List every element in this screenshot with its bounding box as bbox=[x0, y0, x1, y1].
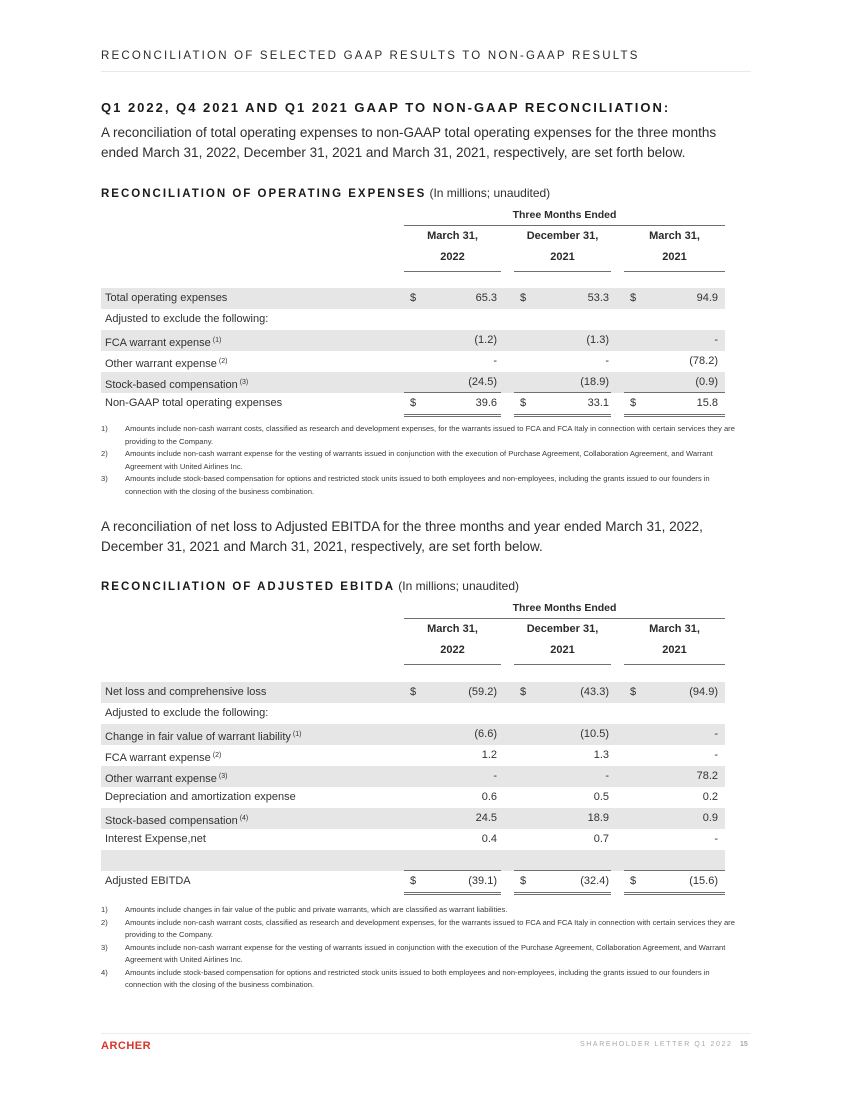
ebitda-col-head-2-line2: 2021 bbox=[550, 644, 575, 656]
ebitda-row-value: (10.5) bbox=[580, 728, 609, 740]
ebitda-col-underline-2 bbox=[514, 664, 611, 665]
opex-row-value: (0.9) bbox=[695, 376, 718, 388]
opex-row-label bbox=[105, 309, 268, 330]
opex-total-rule bbox=[514, 392, 611, 393]
ebitda-row bbox=[101, 703, 725, 724]
ebitda-row bbox=[101, 682, 725, 703]
ebitda-row-label bbox=[105, 787, 296, 808]
ebitda-row-value: 18.9 bbox=[587, 812, 609, 824]
ebitda-row-label-text: Net loss and comprehensive loss bbox=[105, 686, 267, 698]
opex-col-underline-2 bbox=[514, 271, 611, 272]
opex-row-label bbox=[105, 393, 282, 414]
opex-footnote-number: 2) bbox=[101, 449, 108, 458]
ebitda-total-rule bbox=[624, 870, 725, 871]
opex-double-underline bbox=[514, 414, 611, 417]
opex-row-label bbox=[105, 288, 227, 309]
ebitda-row-value: - bbox=[714, 833, 718, 845]
ebitda-row-value: 0.9 bbox=[702, 812, 718, 824]
ebitda-footnote-ref: (1) bbox=[292, 731, 302, 738]
ebitda-row bbox=[101, 724, 725, 745]
opex-double-underline bbox=[624, 414, 725, 417]
ebitda-row bbox=[101, 829, 725, 850]
ebitda-currency-symbol: $ bbox=[630, 875, 637, 887]
opex-col-head-2-line2: 2021 bbox=[550, 251, 575, 263]
opex-row-value: (24.5) bbox=[468, 376, 497, 388]
ebitda-intro-paragraph: A reconciliation of net loss to Adjusted EBITDA for the three months and year ended March 31, 2022, December 31, 2021 and March 31, 2021, respectively, are set forth below. bbox=[101, 519, 703, 554]
section-title: Q1 2022, Q4 2021 AND Q1 2021 GAAP TO NON-GAAP RECONCILIATION: bbox=[101, 100, 671, 115]
opex-currency-symbol: $ bbox=[630, 292, 637, 304]
ebitda-row-label bbox=[105, 682, 266, 703]
archer-logo: ARCHER bbox=[101, 1040, 152, 1052]
opex-row-value: (78.2) bbox=[689, 355, 718, 367]
ebitda-col-head-2-line1: December 31, bbox=[526, 623, 599, 635]
ebitda-row-label-text: Interest Expense,net bbox=[105, 833, 206, 845]
opex-row bbox=[101, 309, 725, 330]
opex-footnote-number: 1) bbox=[101, 424, 108, 433]
opex-row-value: 53.3 bbox=[587, 292, 609, 304]
ebitda-row-label bbox=[105, 871, 191, 892]
ebitda-row bbox=[101, 745, 725, 766]
ebitda-footnote-number: 4) bbox=[101, 967, 108, 977]
ebitda-table-title-text: RECONCILIATION OF ADJUSTED EBITDA bbox=[101, 581, 396, 593]
opex-row-label-text: Total operating expenses bbox=[105, 292, 228, 304]
ebitda-footnotes bbox=[101, 904, 746, 992]
opex-currency-symbol: $ bbox=[520, 397, 527, 409]
opex-row-value: 15.8 bbox=[696, 397, 718, 409]
ebitda-footnote-text: Amounts include non-cash warrant costs, classified as research and development expenses, for the warrants issued to FCA and FCA Italy in connection with certain services they are providing to the Company. bbox=[125, 917, 735, 939]
opex-row-value: 39.6 bbox=[475, 397, 497, 409]
page-header: RECONCILIATION OF SELECTED GAAP RESULTS TO NON-GAAP RESULTS bbox=[101, 50, 640, 62]
opex-total-rule bbox=[624, 392, 725, 393]
opex-col-head-2-line1: December 31, bbox=[526, 230, 599, 242]
opex-row-value: (18.9) bbox=[580, 376, 609, 388]
ebitda-col-underline-3 bbox=[624, 664, 725, 665]
ebitda-footnote-text: Amounts include changes in fair value of the public and private warrants, which are classified as warrant liabilities. bbox=[125, 905, 508, 914]
ebitda-footnote bbox=[101, 917, 746, 942]
ebitda-footnote-text: Amounts include stock-based compensation for options and restricted stock units issued to both employees and non-employees, including the grants issued to our founders in connection with the closing of the business combination. bbox=[125, 967, 710, 989]
opex-currency-symbol: $ bbox=[630, 397, 637, 409]
opex-col-head-1-line1: March 31, bbox=[427, 230, 478, 242]
opex-footnote-text: Amounts include stock-based compensation for options and restricted stock units issued to both employees and non-employees, including the grants issued to our founders in connection with the closing of the business combination. bbox=[125, 474, 710, 496]
ebitda-row-label-text: Stock-based compensation bbox=[105, 815, 238, 827]
ebitda-row-label bbox=[105, 703, 268, 724]
opex-footnote bbox=[101, 473, 746, 498]
ebitda-row-label bbox=[105, 829, 206, 850]
opex-currency-symbol: $ bbox=[520, 292, 527, 304]
ebitda-row-value: 0.5 bbox=[593, 791, 609, 803]
opex-currency-symbol: $ bbox=[410, 397, 417, 409]
opex-total-rule bbox=[404, 392, 501, 393]
ebitda-row-value: - bbox=[714, 728, 718, 740]
opex-table-subtitle: (In millions; unaudited) bbox=[429, 186, 551, 200]
ebitda-currency-symbol: $ bbox=[410, 875, 417, 887]
opex-row-value: - bbox=[493, 355, 497, 367]
page-number: 15 bbox=[740, 1041, 748, 1048]
opex-row bbox=[101, 372, 725, 393]
ebitda-row-label-text: Adjusted to exclude the following: bbox=[105, 707, 269, 719]
opex-col-underline-3 bbox=[624, 271, 725, 272]
ebitda-table-title bbox=[101, 579, 519, 593]
ebitda-col-underline-1 bbox=[404, 664, 501, 665]
ebitda-footnote-number: 2) bbox=[101, 917, 108, 927]
ebitda-row bbox=[101, 766, 725, 787]
ebitda-footnote-ref: (2) bbox=[212, 752, 222, 759]
opex-col-head-1-line2: 2022 bbox=[440, 251, 465, 263]
ebitda-row-value: (94.9) bbox=[689, 686, 718, 698]
ebitda-row-label-text: Other warrant expense bbox=[105, 773, 217, 785]
ebitda-row bbox=[101, 787, 725, 808]
ebitda-row bbox=[101, 850, 725, 871]
opex-row-value: - bbox=[714, 334, 718, 346]
opex-group-header: Three Months Ended bbox=[512, 209, 617, 221]
opex-footnote-text: Amounts include non-cash warrant costs, classified as research and development expenses, for the warrants issued to FCA and FCA Italy in connection with certain services they are providing to the Company. bbox=[125, 424, 735, 446]
ebitda-row bbox=[101, 808, 725, 829]
footer-text: SHAREHOLDER LETTER Q1 2022 bbox=[580, 1041, 733, 1048]
opex-table-title-text: RECONCILIATION OF OPERATING EXPENSES bbox=[101, 188, 427, 200]
opex-row-label-text: Adjusted to exclude the following: bbox=[105, 313, 269, 325]
ebitda-row-label-text: Depreciation and amortization expense bbox=[105, 791, 296, 803]
ebitda-row-value: 0.7 bbox=[593, 833, 609, 845]
opex-double-underline bbox=[404, 414, 501, 417]
ebitda-footnote-text: Amounts include non-cash warrant expense for the vesting of warrants issued in conjunction with the execution of the Purchase Agreement, Collaboration Agreement, and Warrant Agreement with United Airlines Inc. bbox=[125, 942, 726, 964]
opex-row-label-text: Non-GAAP total operating expenses bbox=[105, 397, 283, 409]
opex-footnotes bbox=[101, 423, 746, 498]
ebitda-footnote-number: 1) bbox=[101, 905, 108, 914]
ebitda-footnote-ref: (3) bbox=[218, 773, 228, 780]
ebitda-row-value: 0.2 bbox=[702, 791, 718, 803]
ebitda-currency-symbol: $ bbox=[410, 686, 417, 698]
header-divider bbox=[101, 71, 751, 72]
ebitda-row-value: 78.2 bbox=[696, 770, 718, 782]
opex-table-title bbox=[101, 186, 550, 200]
opex-row-value: 94.9 bbox=[696, 292, 718, 304]
opex-col-underline-1 bbox=[404, 271, 501, 272]
ebitda-footnote bbox=[101, 904, 746, 917]
opex-intro-paragraph: A reconciliation of total operating expenses to non-GAAP total operating expenses for the three months ended March 31, 2022, December 31, 2021 and March 31, 2021, respectively, are set forth below. bbox=[101, 125, 717, 160]
opex-row bbox=[101, 351, 725, 372]
ebitda-row-value: 0.6 bbox=[481, 791, 497, 803]
ebitda-row-value: (43.3) bbox=[580, 686, 609, 698]
ebitda-row-label-text: Adjusted EBITDA bbox=[105, 875, 191, 887]
ebitda-row-value: (39.1) bbox=[468, 875, 497, 887]
opex-footnote bbox=[101, 423, 746, 448]
opex-footnote-ref: (1) bbox=[212, 337, 222, 344]
ebitda-total-rule bbox=[404, 870, 501, 871]
ebitda-row-value: 1.3 bbox=[593, 749, 609, 761]
ebitda-table-subtitle: (In millions; unaudited) bbox=[398, 579, 520, 593]
ebitda-footnote bbox=[101, 942, 746, 967]
ebitda-row-value: - bbox=[714, 749, 718, 761]
ebitda-row bbox=[101, 871, 725, 892]
opex-row-value: (1.3) bbox=[586, 334, 609, 346]
opex-row bbox=[101, 330, 725, 351]
opex-row-value: (1.2) bbox=[474, 334, 497, 346]
ebitda-row-label-text: FCA warrant expense bbox=[105, 752, 211, 764]
ebitda-footnote bbox=[101, 967, 746, 992]
opex-row-label-text: FCA warrant expense bbox=[105, 337, 211, 349]
opex-col-head-3-line2: 2021 bbox=[662, 251, 687, 263]
ebitda-row-value: (6.6) bbox=[474, 728, 497, 740]
ebitda-row-value: (32.4) bbox=[580, 875, 609, 887]
ebitda-col-head-3-line2: 2021 bbox=[662, 644, 687, 656]
ebitda-footnote-number: 3) bbox=[101, 942, 108, 952]
ebitda-total-rule bbox=[514, 870, 611, 871]
ebitda-double-underline bbox=[624, 892, 725, 895]
ebitda-currency-symbol: $ bbox=[630, 686, 637, 698]
opex-currency-symbol: $ bbox=[410, 292, 417, 304]
ebitda-currency-symbol: $ bbox=[520, 686, 527, 698]
ebitda-double-underline bbox=[514, 892, 611, 895]
opex-row bbox=[101, 393, 725, 414]
ebitda-footnote-ref: (4) bbox=[239, 815, 249, 822]
ebitda-row-label-text: Change in fair value of warrant liability bbox=[105, 731, 291, 743]
opex-row-label-text: Other warrant expense bbox=[105, 358, 217, 370]
footer-divider bbox=[101, 1033, 751, 1034]
ebitda-row-value: (15.6) bbox=[689, 875, 718, 887]
opex-footnote bbox=[101, 448, 746, 473]
ebitda-currency-symbol: $ bbox=[520, 875, 527, 887]
ebitda-row-value: - bbox=[493, 770, 497, 782]
opex-footnote-ref: (3) bbox=[239, 379, 249, 386]
opex-row-value: 65.3 bbox=[475, 292, 497, 304]
opex-col-head-3-line1: March 31, bbox=[649, 230, 700, 242]
opex-footnote-ref: (2) bbox=[218, 358, 228, 365]
opex-row-value: 33.1 bbox=[587, 397, 609, 409]
opex-row-value: - bbox=[605, 355, 609, 367]
ebitda-row-value: 0.4 bbox=[481, 833, 497, 845]
opex-row bbox=[101, 288, 725, 309]
ebitda-col-head-3-line1: March 31, bbox=[649, 623, 700, 635]
ebitda-double-underline bbox=[404, 892, 501, 895]
ebitda-row-value: - bbox=[605, 770, 609, 782]
ebitda-row-value: 24.5 bbox=[475, 812, 497, 824]
ebitda-col-head-1-line2: 2022 bbox=[440, 644, 465, 656]
ebitda-group-header: Three Months Ended bbox=[512, 602, 617, 614]
ebitda-row-value: (59.2) bbox=[468, 686, 497, 698]
ebitda-col-head-1-line1: March 31, bbox=[427, 623, 478, 635]
ebitda-row-value: 1.2 bbox=[481, 749, 497, 761]
opex-row-label-text: Stock-based compensation bbox=[105, 379, 238, 391]
opex-footnote-number: 3) bbox=[101, 474, 108, 483]
opex-footnote-text: Amounts include non-cash warrant expense for the vesting of warrants issued in conjunction with the execution of Purchase Agreement, Collaboration Agreement, and Warrant Agreement with United Airlines Inc. bbox=[125, 449, 713, 471]
